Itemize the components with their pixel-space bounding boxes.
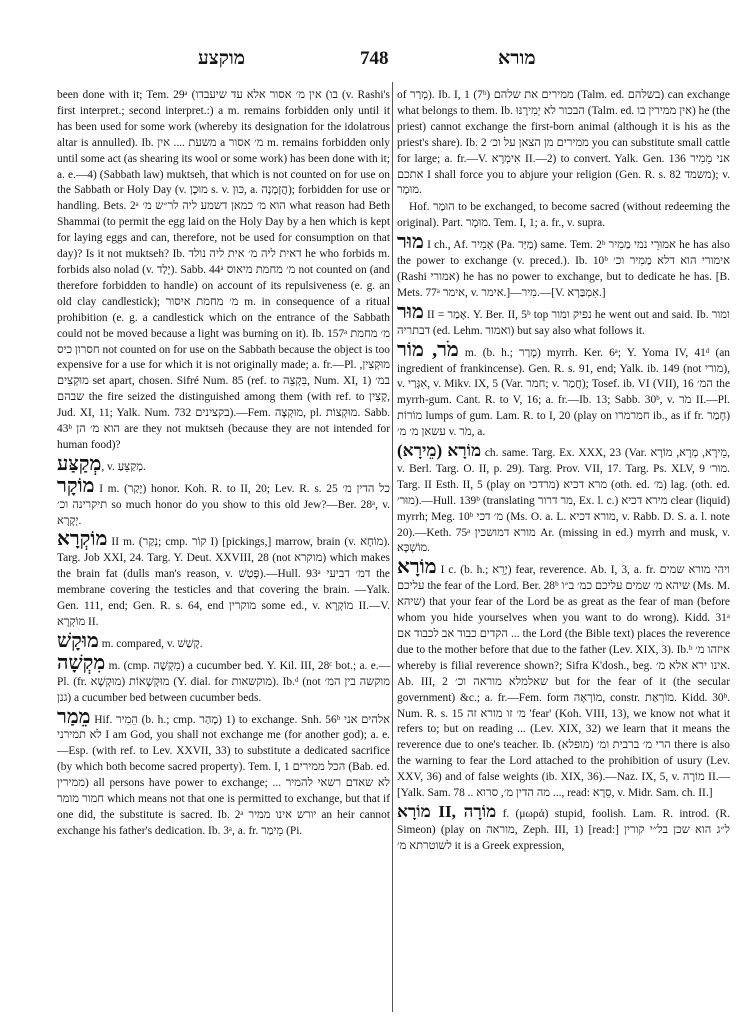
entry	[57, 629, 390, 653]
entry	[397, 442, 730, 557]
entry-text: I m. (יָקַר) honor. Koh. R. to II, 20; Lev. R. s. 25 כל הדין מ׳ תיקרינה וכ׳ so much honor do you show to this old Jew?—Ber. 28ᵃ, v. יְקָרָא.	[57, 482, 391, 527]
entry	[57, 651, 390, 707]
entry-text: , v. מְקַצֵּעַ.	[101, 460, 146, 473]
entry-subsection: Hof. הוּמַר to be exchanged, to become sacred (without redeeming the original). Part. מוּמָר. Tem. I, 1; a. fr., v. supra.	[397, 201, 730, 230]
page-number: 748	[360, 48, 389, 69]
entry-headword: מֹר, מוֹר	[397, 338, 459, 361]
left-running-head: מוקצע	[198, 48, 245, 69]
entry	[397, 803, 730, 855]
entry-headword: מוֹקְרָא	[57, 528, 108, 551]
entry-headword: מוֹרָא	[397, 556, 437, 579]
entry-text: ch. same. Targ. Ex. XXX, 23 (Var. מֵירָא, מְרָא, מוֹרָא, v. Berl. Targ. O. II, p. 29). Targ. Prov. VII, 17. Targ. Ps. XLV, 9 מוּר׳. Targ. II Esth. II, 5 (play on מרדכי) מרא דכיא (oth. ed. מ׳) lag. (oth. ed. מוּר׳).—Hull. 139ᵇ (translating מר דרור, Ex. l. c.) מירא דכיא clear (liquid) myrrh; Meg. 10ᵇ מ׳ דכי (Ms. O. a. L. מורא דכיא, v. Rabb. D. S. a. l. note 20).—Keth. 75ᵃ מורא דמושכין Ar. (missing in ed.) myrrh and musk, v. מוֹשְׁכָּא.	[397, 447, 730, 555]
entry	[57, 705, 391, 840]
entry-headword: מְקַצַּע	[57, 452, 102, 475]
page-header	[0, 44, 750, 74]
entry-text: I ch., Af. אַמִיר (Pa. מַיַּר) same. Tem. 2ᵇ אמוּרֵי נמי מַמִיר he has also the power to exchange (v. preced.). Ib. 10ᵇ אימורי הוא דלא מַמִיר וכ׳ (Rashi אמורי) he has no power to exchange, but to dedicate he has. [B. Mets. 77ᵃ אימר, v. אימר.]—מִיר.—[V. אִמְבַּרְא.]	[397, 239, 730, 299]
entry-headword: מוֹקָר	[57, 474, 95, 497]
right-column	[397, 88, 730, 856]
entry-continuation: been done with it; Tem. 29ᵃ (אין מ׳ אסור אלא עד שיעבדו (בו (v. Rashi's first interpret.; second interpret.:) a m. remains forbidden only until it has been used for some work (whereby its designation for the idolatrous altar is annulled). Ib. משעת .... אין a מ׳ אסור m. remains forbidden only until some act (as shearing its wool or some work) has been done with it; a. e.—4) (Sabbath law) muktseh, that which is not counted on for use on the Sabbath or Holy Day (v. מוּכָן s. v. כּוּן, a. הֲזָמָנָה); forbidden for use or handling. Bets. 2ᵃ הוא מ׳ כמאן דשמע ליה לר״ש מ׳ what reason had Beth Shammai (to permit the egg laid on the Holy Day by a hen which is kept for laying eggs and can, therefore, not be used for consumption on that day)? Is it not muktseh? Ib. דאית ליה מ׳ אית ליה נולד he who forbids m. forbids also nolad (v. יָלַד). Sabb. 44ᵃ מ׳ מחמת מיאוס not counted on (and therefore forbidden to handle) on account of its repulsiveness (e. g. an old clay candlestick); מ׳ מחמת איסור m. in consequence of a ritual prohibition (e. g. a candlestick which on the entrance of the Sabbath could not be moved because a light was burning on it). Ib. 157ᵃ מ׳ מחמת חסרון כיס not counted on for use on the Sabbath because the object is too expensive for a use for which it is not originally made; a. fr.—Pl. מוּקְצִין, מוּקְצִים set apart, chosen. Sifré Num. 85 (ref. to בִּקְצֵה, Num. XI, 1) במ׳ שבהם the fire seized the distinguished among them (with ref. to קָצִין, Jud. XI, 11; Yalk. Num. 732 בקצינים).—Fem. מוּקְצָה, pl. מוּקְצוֹת. Sabb. 43ᵇ הוא מ׳ הן are they not muktseh (because they are not intended for human food)?	[57, 89, 391, 451]
entry-headword: מִקְשָׁה	[57, 651, 106, 674]
entry-headword: מוּר	[397, 231, 424, 254]
entry-text: m. compared, v. קָשַׁשׁ.	[101, 637, 203, 650]
entry-continuation: of מְרַר). Ib. I, 1 (7ᵇ) ממירים את שלהם (Talm. ed. בשלהם) can exchange what belongs to them. Ib. הבכור לא יְמִירֶנּוּ (Talm. ed. אין ממירין בו) he (the priest) cannot exchange the first-born animal (although it is his as the priest's share). Ib. 2 ממירים מן הצאן על וכ׳ you can substitute small cattle for large; a. fr.—V. אִימְרָא II.—2) to convert. Yalk. Gen. 136 אני מֵמִיר אתכם I shall force you to abjure your religion (Gen. R. s. 82 משמד); v. מוּמָר.	[397, 89, 731, 197]
entry-headword: מוֹרָא II, מוֹרָה	[397, 801, 497, 821]
entry-text: Hif. הֵמִיר (b. h.; cmp. מָהַר) 1) to exchange. Snh. 56ᵇ אלהים אני לא תמירני I am God, you shall not exchange me (for another god); a. e.—Esp. (with ref. to Lev. XXVII, 33) to substitute a dedicated sacrifice (by which both become sacred property). Tem. I, 1 הכל ממירים (Bab. ed. ממירין) all persons have power to exchange; לא שאדם רשאי להמיר ... חמור מומר which means not that one is permitted to exchange, but that if one did, the substitute is sacred. Ib. 2ᵃ יורש אינו ממיר an heir cannot exchange his father's dedication. Ib. 3ᵃ, a. fr. מֵימַר (Pi.	[57, 713, 391, 837]
entry-text: I c. (b. h.; יָרֵא) fear, reverence. Ab. I, 3, a. fr. ויהי מורא שמים עליכם the fear of the Lord. Ber. 28ᵇ שיהא מ׳ שמים עליכם כמ׳ ב״ו (Ms. M. שיהא) that your fear of the Lord be as great as the fear of man (before whom you hide yourselves when you want to do wrong). Kidd. 31ᵃ הקדים כבוד אב לכבוד אם ... the Lord (the Bible text) places the reverence due to the mother before that due to the father (Lev. XIX, 3). Ib.ᵇ איזהו מ׳ whereby is filial reverence shown?; Sifra K'dosh., beg. אינו ירא אלא מ׳. Ab. III, 2 שאלמלא מוראה וכ׳ but for the fear of it (the secular government) &c.; a. fr.—Fem. form מוֹרְאָה, constr. מוֹרְאַת. Kidd. 30ᵇ. Num. R. s. 15 מ׳ זו מורא זה 'fear' (Koh. VIII, 13), we know not what it refers to; but on reading ... (Lev. XIX, 32) we learn that it means the reverence due to one's teacher. Ib. הרי מ׳ ברבית ומ׳ (מופלא) there is also the warning to fear the Lord attached to the prohibition of usury (Lev. XXV, 36) and of false weights (ib. XIX, 36).—Naz. IX, 5, v. מוֹרָה II.—[Yalk. Sam. 78 .. מה הדין מ׳, סרוא ..., read: סֵרָא, v. Midr. Sam. ch. II.]	[397, 564, 731, 800]
entry-headword: מֵמַר	[57, 705, 91, 728]
left-column	[57, 88, 390, 841]
entry	[397, 338, 730, 441]
entry	[397, 558, 730, 802]
entry-headword: (מֵירָא) מוֹרָא	[397, 441, 482, 461]
entry	[397, 300, 730, 340]
entry-text: m. (cmp. מִקְשָׁה) a cucumber bed. Y. Kil. III, 28ᶜ bot.; a. e.—Pl. (fr. מוּקְשָׁא) מוּקְשָׁאוֹת (Y. dial. for מוקשאות). Ib.ᵈ (not מוקשה בין המ׳ (גנן a cucumber bed between cucumber beds.	[57, 659, 390, 704]
entry-text: II = אָמַר. Y. Ber. II, 5ᵇ top נפיק ומור he went out and said. Ib. ומור דבתריה (ed. Lehm. ואמור) but say also what follows it.	[397, 308, 730, 337]
entry	[57, 452, 390, 476]
entry-headword: מוּקָשׁ	[57, 629, 99, 652]
entry-text: f. (μωρά) stupid, foolish. Lam. R. introd. (R. Simeon) (play on מוראה, Zeph. III, 1) [read:] ל״ג הוא שכן בל״י קורין לשוטרתא מ׳ it is a Greek expression,	[397, 807, 731, 852]
entry-text: II m. (נְקַר; cmp. קוֹר I) [pickings,] marrow, brain (v. מוֹחָא). Targ. Job XXI, 24. Targ. Y. Deut. XXVIII, 28 (not מוקרא) which makes the brain fat (dulls man's reason, v. פָּטַשׁ).—Hull. 93ᵃ דמ׳ דביעי the membrane covering the testicles and that covering the brain. —Yalk. Gen. 111, end; Gen. R. s. 64, end מוקרין some ed., v. מוֹקְרָא II.—V. מוֹקְרָא II.	[57, 536, 391, 628]
entry	[57, 474, 391, 530]
right-running-head: מורא	[498, 48, 536, 69]
entry-text: m. (b. h.; מָרַר) myrrh. Ker. 6ᵃ; Y. Yoma IV, 41ᵈ (an ingredient of frankincense). Gen. R. s. 91, end; Yalk. ib. 149 (not מורי), v. אִגְּרַי, v. Mikv. IX, 5 (Var. חמר; v. חֲמַר); Tosef. ib. VI (VII), 16 המ׳ the myrrh-gum. Cant. R. to V, 16; a. fr.—Ib. 13; Sabb. 30ᵇ, v. מֹר II.—Pl. מוֹרוֹת lumps of gum. Lam. R. to I, 20 (play on חמרמרו ib., as if fr. חָמַר) עשאן מ׳ מ׳ v. מֹר, a.	[397, 346, 730, 439]
column-divider	[392, 82, 393, 1012]
entry	[57, 530, 390, 630]
entry-headword: מוּר	[397, 300, 424, 323]
entry	[397, 233, 730, 302]
